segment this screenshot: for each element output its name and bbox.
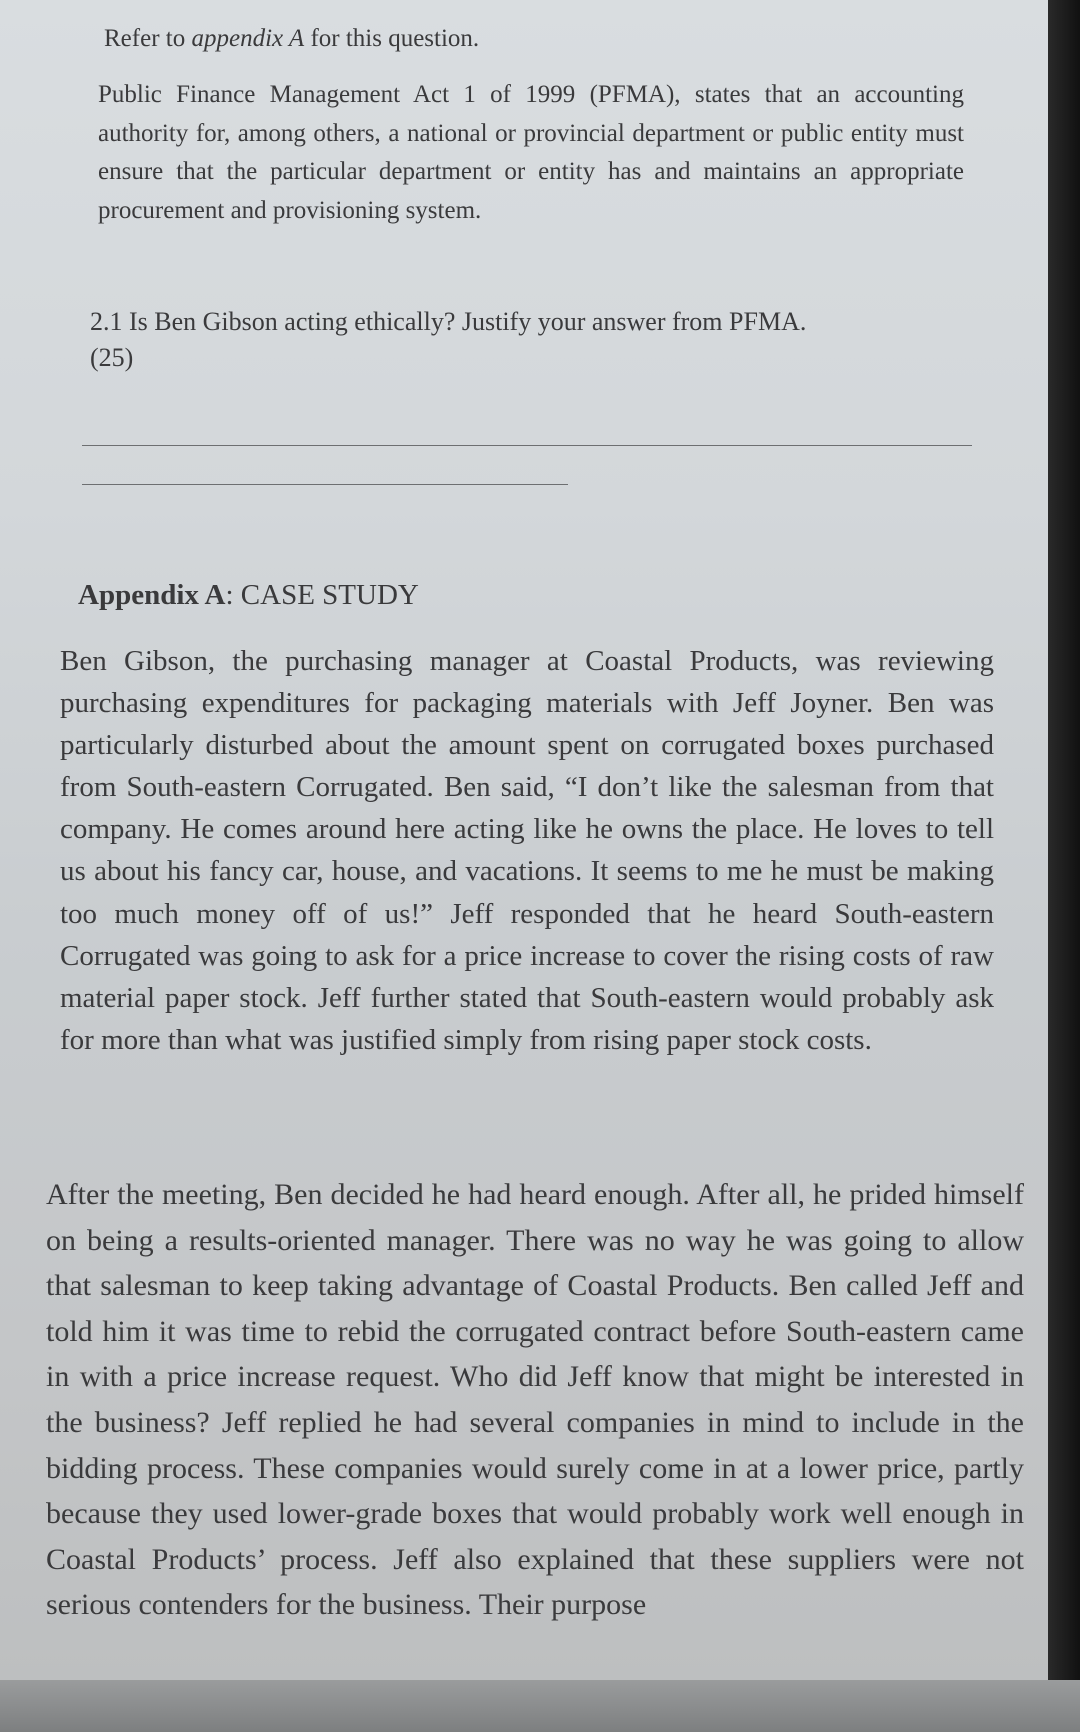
appendix-heading [78, 576, 978, 614]
question-text: 2.1 Is Ben Gibson acting ethically? Justify your answer from PFMA. [90, 307, 807, 336]
case-study-paragraph-1: Ben Gibson, the purchasing manager at Coastal Products, was reviewing purchasing expenditures for packaging materials with Jeff Joyner. Ben was particularly disturbed about the amount spent on corrugated boxes purchased from South-eastern Corrugated. Ben said, “I don’t like the salesman from that company. He comes around here acting like he owns the place. He loves to tell us about his fancy car, house, and vacations. It seems to me he must be making too much money off of us!” Jeff responded that he heard South-eastern Corrugated was going to ask for a price increase to cover the rising costs of raw material paper stock. Jeff further stated that South-eastern would probably ask for more than what was justified simply from rising paper stock costs. [60, 645, 994, 1056]
question-marks: (25) [90, 343, 134, 372]
device-edge [1048, 0, 1080, 1680]
instruction-appendix-ref: appendix A [191, 25, 305, 52]
pfma-paragraph: Public Finance Management Act 1 of 1999 (PFMA), states that an accounting authority for, among others, a national or provincial department or public entity must ensure that the particular department or entity has and maintains an appropriate procurement and provisioning system. [98, 81, 964, 224]
answer-line-1[interactable] [82, 445, 972, 446]
question-block [90, 304, 964, 376]
case-study-paragraph-2: After the meeting, Ben decided he had heard enough. After all, he prided himself on being a results-oriented manager. There was no way he was going to allow that salesman to keep taking advantage of Coastal Products. Ben called Jeff and told him it was time to rebid the corrugated contract before South-eastern came in with a price increase request. Who did Jeff know that might be interested in the business? Jeff replied he had several companies in mind to include in the bidding process. These companies would surely come in at a lower price, partly because they used lower-grade boxes that would probably work well enough in Coastal Products’ process. Jeff also explained that these suppliers were not serious contenders for the business. Their purpose [46, 1178, 1024, 1622]
page-bottom-edge [0, 1680, 1080, 1732]
answer-line-2[interactable] [82, 484, 568, 485]
instruction-line [104, 22, 964, 56]
appendix-heading-rest: : CASE STUDY [225, 579, 419, 611]
instruction-prefix: Refer to [104, 25, 192, 52]
instruction-suffix: for this question. [304, 25, 480, 52]
appendix-heading-bold: Appendix A [78, 579, 226, 611]
